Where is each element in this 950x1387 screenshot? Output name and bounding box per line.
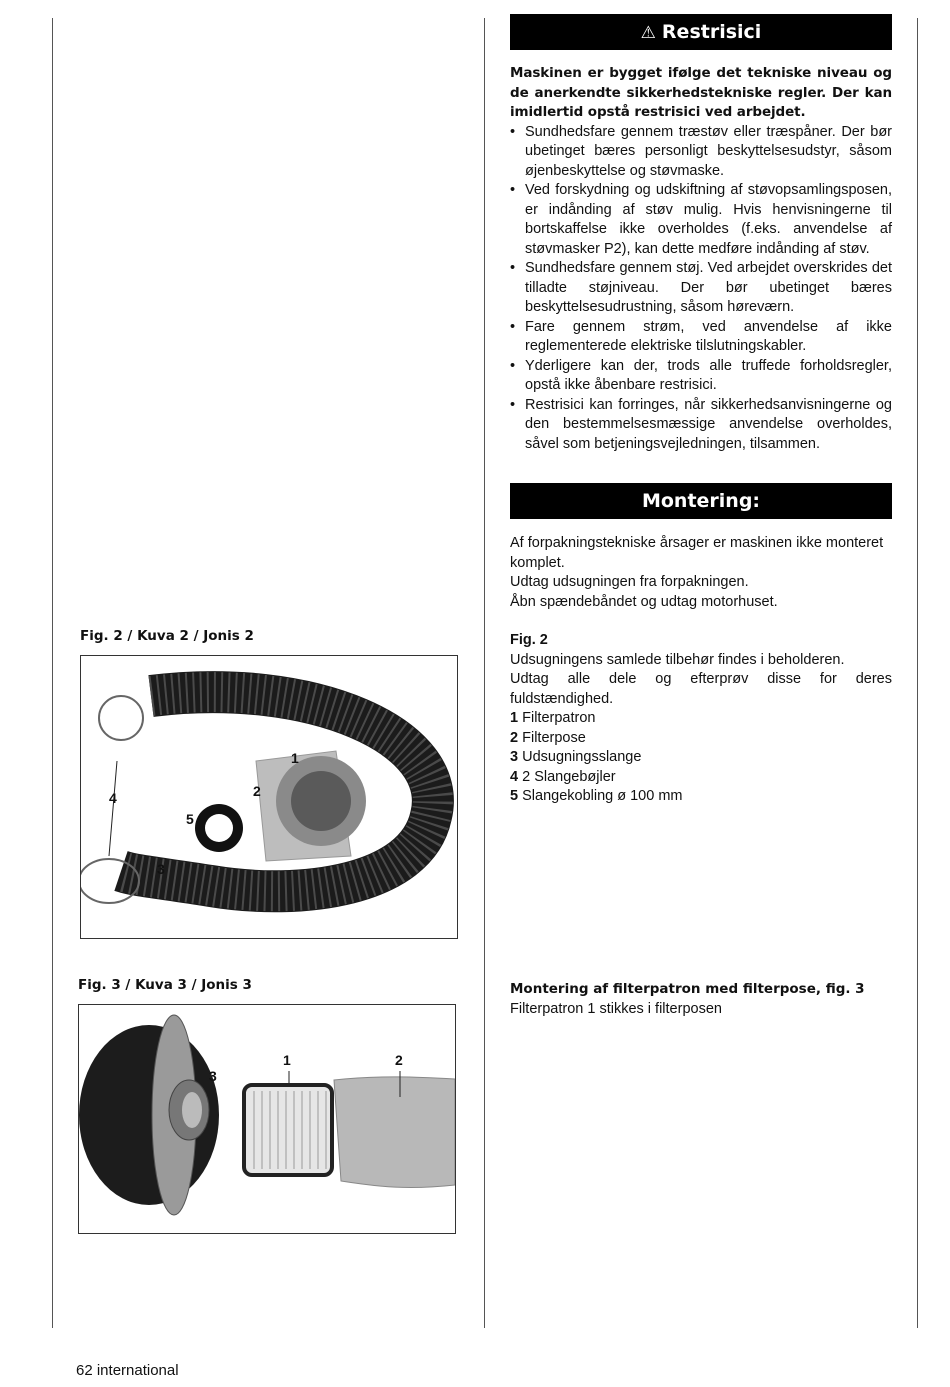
column-divider-rule: [484, 18, 485, 1328]
motor-outlet-inner: [182, 1092, 202, 1128]
montering-paragraph: Åbn spændebåndet og udtag motorhuset.: [510, 593, 778, 610]
list-item: • Ved forskydning og udskiftning af støvopsamlingsposen, er indånding af støv mulig. Hvis henvisningerne til bortskaffelse ikke overholdes (f.eks. anvendelse af støvmasker P2), kan dette medføre indånding af støv.: [510, 181, 892, 259]
montering-section: [510, 483, 892, 807]
list-item: 1 Filterpatron: [510, 710, 596, 726]
fig2-figure: [80, 655, 458, 939]
left-margin-rule: [52, 18, 53, 1328]
fig2-caption: Fig. 2 / Kuva 2 / Jonis 2: [80, 628, 254, 644]
list-item: 5 Slangekobling ø 100 mm: [510, 788, 683, 804]
fig3-photo: [79, 1005, 455, 1233]
fig3-label-3: 3: [209, 1068, 217, 1084]
fig2-reference: Fig. 2: [510, 632, 548, 648]
filter-cartridge-inner: [291, 771, 351, 831]
fig2-photo: [81, 656, 457, 938]
hose-clamp-top: [99, 696, 143, 740]
montering-heading: Montering:: [510, 483, 892, 519]
fig3-heading: Montering af filterpatron med filterpose, fig. 3: [510, 981, 865, 997]
list-item: • Yderligere kan der, trods alle truffede forholdsregler, opstå ikke åbenbare restrisici.: [510, 357, 892, 396]
fig2-label-4: 4: [109, 790, 117, 806]
hose-coupling-hole: [205, 814, 233, 842]
fig3-text: Filterpatron 1 stikkes i filterposen: [510, 1000, 722, 1017]
fig2-description: [510, 631, 892, 807]
fig3-instructions: [510, 980, 892, 1019]
list-item: • Sundhedsfare gennem træstøv eller træspåner. Der bør ubetinget bæres personligt beskyttelsesudstyr, såsom øjenbeskyttelse og støvmaske.: [510, 123, 892, 182]
fig3-label-1: 1: [283, 1052, 291, 1068]
list-item: • Sundhedsfare gennem støj. Ved arbejdet overskrides det tilladte støjniveau. Der bør ubetinget bæres beskyttelsesudrustning, såsom høreværn.: [510, 259, 892, 318]
fig3-figure: [78, 1004, 456, 1234]
fig2-label-3: 3: [157, 861, 165, 877]
fig2-label-5: 5: [186, 811, 194, 827]
montering-paragraph: Af forpakningstekniske årsager er maskinen ikke monteret komplet.: [510, 535, 884, 571]
restrisici-bullet-list: [510, 123, 892, 455]
leader-line: [109, 761, 117, 856]
fig2-label-1: 1: [291, 750, 299, 766]
montering-paragraph: Udtag udsugningen fra forpakningen.: [510, 574, 749, 590]
montering-intro: [510, 534, 892, 612]
list-item: 4 2 Slangebøjler: [510, 768, 616, 785]
restrisici-heading: [510, 14, 892, 50]
fig2-label-2: 2: [253, 783, 261, 799]
parts-list: [510, 709, 892, 807]
list-item: 3 Udsugningsslange: [510, 749, 642, 765]
list-item: • Restrisici kan forringes, når sikkerhedsanvisningerne og den bestemmelsesmæssige anvendelse overholdes, såvel som betjeningsvejledningen, tilsammen.: [510, 396, 892, 455]
restrisici-section: [510, 14, 892, 454]
restrisici-heading-text: Restrisici: [661, 21, 762, 43]
fig2-text: Udtag alle dele og efterprøv disse for deres fuldstændighed.: [510, 671, 892, 707]
list-item: 2 Filterpose: [510, 729, 586, 746]
fig3-label-2: 2: [395, 1052, 403, 1068]
filter-cartridge-shape: [244, 1085, 332, 1175]
fig2-text: Udsugningens samlede tilbehør findes i beholderen.: [510, 651, 845, 668]
right-margin-rule: [917, 18, 918, 1328]
warning-triangle-icon: ⚠: [640, 23, 656, 43]
filter-bag-shape: [334, 1077, 455, 1188]
fig3-caption: Fig. 3 / Kuva 3 / Jonis 3: [78, 977, 252, 993]
page-footer: 62 international: [76, 1362, 179, 1379]
restrisici-intro: Maskinen er bygget ifølge det tekniske niveau og de anerkendte sikkerhedstekniske regler. Der kan imidlertid opstå restrisici ved arbejdet.: [510, 65, 892, 120]
list-item: • Fare gennem strøm, ved anvendelse af ikke reglementerede elektriske tilslutningskabler.: [510, 318, 892, 357]
